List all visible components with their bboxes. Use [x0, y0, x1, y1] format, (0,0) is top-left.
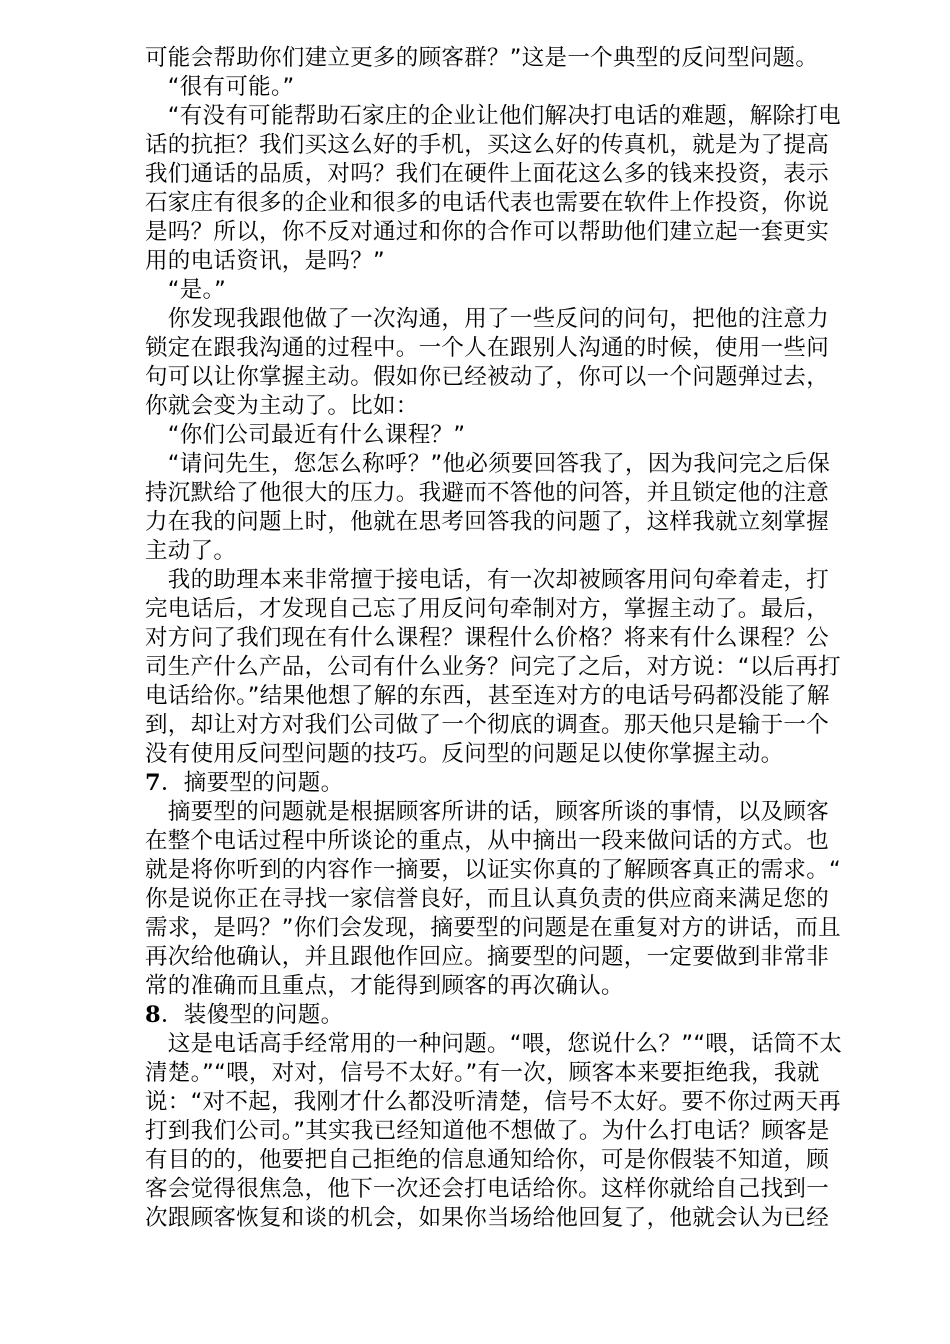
- text-line: “很有可能。”: [145, 74, 295, 100]
- section-heading-7: [145, 769, 880, 798]
- heading-text: ．装傻型的问题。: [160, 1002, 344, 1028]
- heading-text: ．摘要型的问题。: [160, 770, 344, 796]
- text-line: “你们公司最近有什么课程？”: [145, 422, 466, 448]
- text-line: 主动了。: [145, 538, 237, 564]
- text-line: 话的抗拒？我们买这么好的手机，买这么好的传真机，就是为了提高: [145, 132, 830, 158]
- text-line: 用的电话资讯，是吗？”: [145, 248, 385, 274]
- text-line: 你就会变为主动了。比如：: [145, 393, 419, 419]
- text-line: 电话给你。”结果他想了解的东西，甚至连对方的电话号码都没能了解: [145, 683, 830, 709]
- text-line: 你是说你正在寻找一家信誉良好，而且认真负责的供应商来满足您的: [145, 886, 830, 912]
- heading-number: 8: [145, 1002, 161, 1028]
- text-line: 次跟顾客恢复和谈的机会，如果你当场给他回复了，他就会认为已经: [145, 1205, 830, 1231]
- text-line: 再次给他确认，并且跟他作回应。摘要型的问题，一定要做到非常非: [145, 944, 830, 970]
- text-line: 持沉默给了他很大的压力。我避而不答他的问答，并且锁定他的注意: [145, 480, 830, 506]
- text-line: 句可以让你掌握主动。假如你已经被动了，你可以一个问题弹过去，: [145, 364, 830, 390]
- text-line: 司生产什么产品，公司有什么业务？问完了之后，对方说：“以后再打: [145, 654, 841, 680]
- text-line: 没有使用反问型问题的技巧。反问型的问题足以使你掌握主动。: [145, 741, 784, 767]
- text-line: 说：“对不起，我刚才什么都没听清楚，信号不太好。要不你过两天再: [145, 1089, 841, 1115]
- text-line: 这是电话高手经常用的一种问题。“喂，您说什么？”“喂，话筒不太: [145, 1031, 843, 1057]
- text-line: 我们通话的品质，对吗？我们在硬件上面花这么多的钱来投资，表示: [145, 161, 830, 187]
- text-line: 你发现我跟他做了一次沟通，用了一些反问的问句，把他的注意力: [145, 306, 830, 332]
- text-line: 完电话后，才发现自己忘了用反问句牵制对方，掌握主动了。最后，: [145, 596, 830, 622]
- text-line: “是。”: [145, 277, 227, 303]
- text-line: 需求，是吗？”你们会发现，摘要型的问题是在重复对方的讲话，而且: [145, 915, 841, 941]
- text-line: 石家庄有很多的企业和很多的电话代表也需要在软件上作投资，你说: [145, 190, 830, 216]
- text-line: “请问先生，您怎么称呼？”他必须要回答我了，因为我问完之后保: [145, 451, 831, 477]
- text-line: 摘要型的问题就是根据顾客所讲的话，顾客所谈的事情，以及顾客: [145, 799, 830, 825]
- text-line: 锁定在跟我沟通的过程中。一个人在跟别人沟通的时候，使用一些问: [145, 335, 830, 361]
- text-line: “有没有可能帮助石家庄的企业让他们解决打电话的难题，解除打电: [145, 103, 841, 129]
- text-line: 清楚。”“喂，对对，信号不太好。”有一次，顾客本来要拒绝我，我就: [145, 1060, 820, 1086]
- text-line: 是吗？所以，你不反对通过和你的合作可以帮助他们建立起一套更实: [145, 219, 830, 245]
- text-line: 有目的的，他要把自己拒绝的信息通知给你，可是你假装不知道，顾: [145, 1147, 830, 1173]
- text-line: 到，却让对方对我们公司做了一个彻底的调查。那天他只是输于一个: [145, 712, 830, 738]
- text-line: 打到我们公司。”其实我已经知道他不想做了。为什么打电话？顾客是: [145, 1118, 830, 1144]
- section-heading-8: [145, 1001, 880, 1030]
- text-line: 常的准确而且重点，才能得到顾客的再次确认。: [145, 973, 624, 999]
- text-line: 力在我的问题上时，他就在思考回答我的问题了，这样我就立刻掌握: [145, 509, 830, 535]
- text-line: 客会觉得很焦急，他下一次还会打电话给你。这样你就给自己找到一: [145, 1176, 830, 1202]
- text-line: 可能会帮助你们建立更多的顾客群？”这是一个典型的反问型问题。: [145, 45, 819, 71]
- text-line: 就是将你听到的内容作一摘要，以证实你真的了解顾客真正的需求。“: [145, 857, 841, 883]
- text-line: 在整个电话过程中所谈论的重点，从中摘出一段来做问话的方式。也: [145, 828, 830, 854]
- text-line: 我的助理本来非常擅于接电话，有一次却被顾客用问句牵着走，打: [145, 567, 830, 593]
- text-line: 对方问了我们现在有什么课程？课程什么价格？将来有什么课程？公: [145, 625, 830, 651]
- document-body: [145, 44, 880, 1233]
- heading-number: 7: [145, 770, 161, 796]
